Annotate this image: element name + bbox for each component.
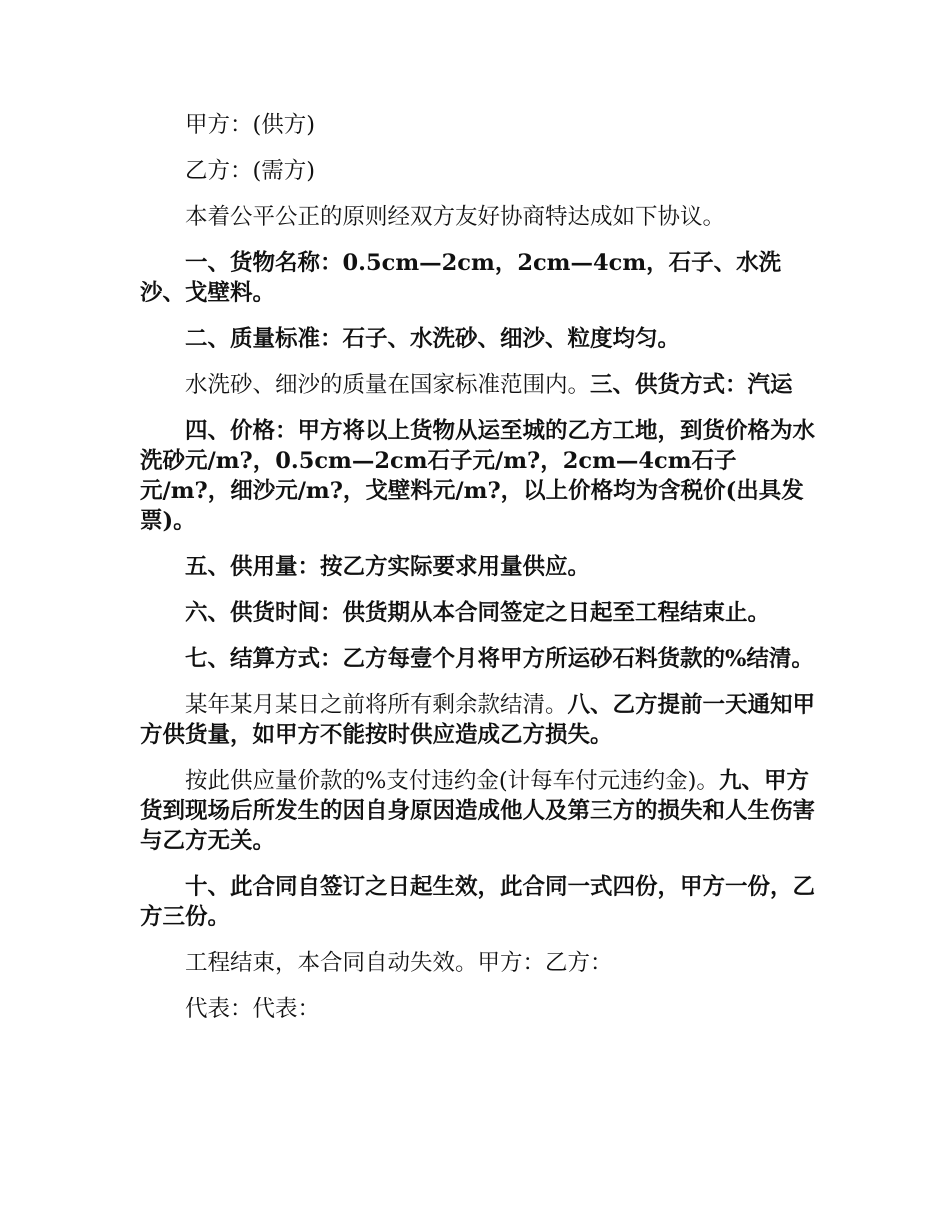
clause-8-text: 八、乙方提前一天通知甲方供货量，如甲方不能按时供应造成乙方损失。	[140, 692, 816, 748]
clause-1-goods-name	[140, 248, 820, 308]
clause-8-notice	[140, 690, 820, 750]
clause-5-text: 五、供用量：按乙方实际要求用量供应。	[185, 554, 591, 580]
party-b-line	[140, 156, 820, 186]
settlement-note-text: 某年某月某日之前将所有剩余款结清。	[185, 692, 568, 718]
clause-2-quality	[140, 324, 820, 354]
representative-line	[140, 994, 820, 1024]
termination-text: 工程结束，本合同自动失效。甲方：乙方：	[185, 950, 613, 976]
clause-10-effect	[140, 872, 820, 932]
clause-6-delivery-time	[140, 598, 820, 628]
clause-2-text: 二、质量标准：石子、水洗砂、细沙、粒度均匀。	[185, 326, 681, 352]
party-a-line	[140, 110, 820, 140]
clause-5-quantity	[140, 552, 820, 582]
termination-signature-line	[140, 948, 820, 978]
quality-note-text: 水洗砂、细沙的质量在国家标准范围内。	[185, 372, 591, 398]
clause-3-text: 三、供货方式：汽运	[590, 372, 793, 398]
party-a-text: 甲方：(供方)	[185, 112, 316, 138]
representative-text: 代表：代表：	[185, 996, 321, 1022]
clause-9-text: 九、甲方货到现场后所发生的因自身原因造成他人及第三方的损失和人生伤害与乙方无关。	[140, 768, 816, 854]
clause-9-liability	[140, 766, 820, 856]
clause-7-text: 七、结算方式：乙方每壹个月将甲方所运砂石料货款的%结清。	[185, 646, 814, 672]
clause-10-text: 十、此合同自签订之日起生效，此合同一式四份，甲方一份，乙方三份。	[140, 874, 816, 930]
document-body	[140, 110, 820, 1040]
clause-4-text: 四、价格：甲方将以上货物从运至城的乙方工地，到货价格为水洗砂元/m?，0.5cm—2cm石子元/m?，2cm—4cm石子元/m?，细沙元/m?，戈壁料元/m?，以上价格均为含税价(出具发票)。	[140, 418, 816, 534]
preamble-text: 本着公平公正的原则经双方友好协商特达成如下协议。	[185, 204, 726, 230]
preamble	[140, 202, 820, 232]
penalty-note-text: 按此供应量价款的%支付违约金(计每车付元违约金)。	[185, 768, 719, 794]
clause-7-settlement	[140, 644, 820, 674]
party-b-text: 乙方：(需方)	[185, 158, 316, 184]
clause-4-price	[140, 416, 820, 536]
clause-1-text: 一、货物名称：0.5cm—2cm，2cm—4cm，石子、水洗沙、戈壁料。	[140, 250, 782, 306]
clause-6-text: 六、供货时间：供货期从本合同签定之日起至工程结束止。	[185, 600, 771, 626]
clause-3-delivery-method	[140, 370, 820, 400]
